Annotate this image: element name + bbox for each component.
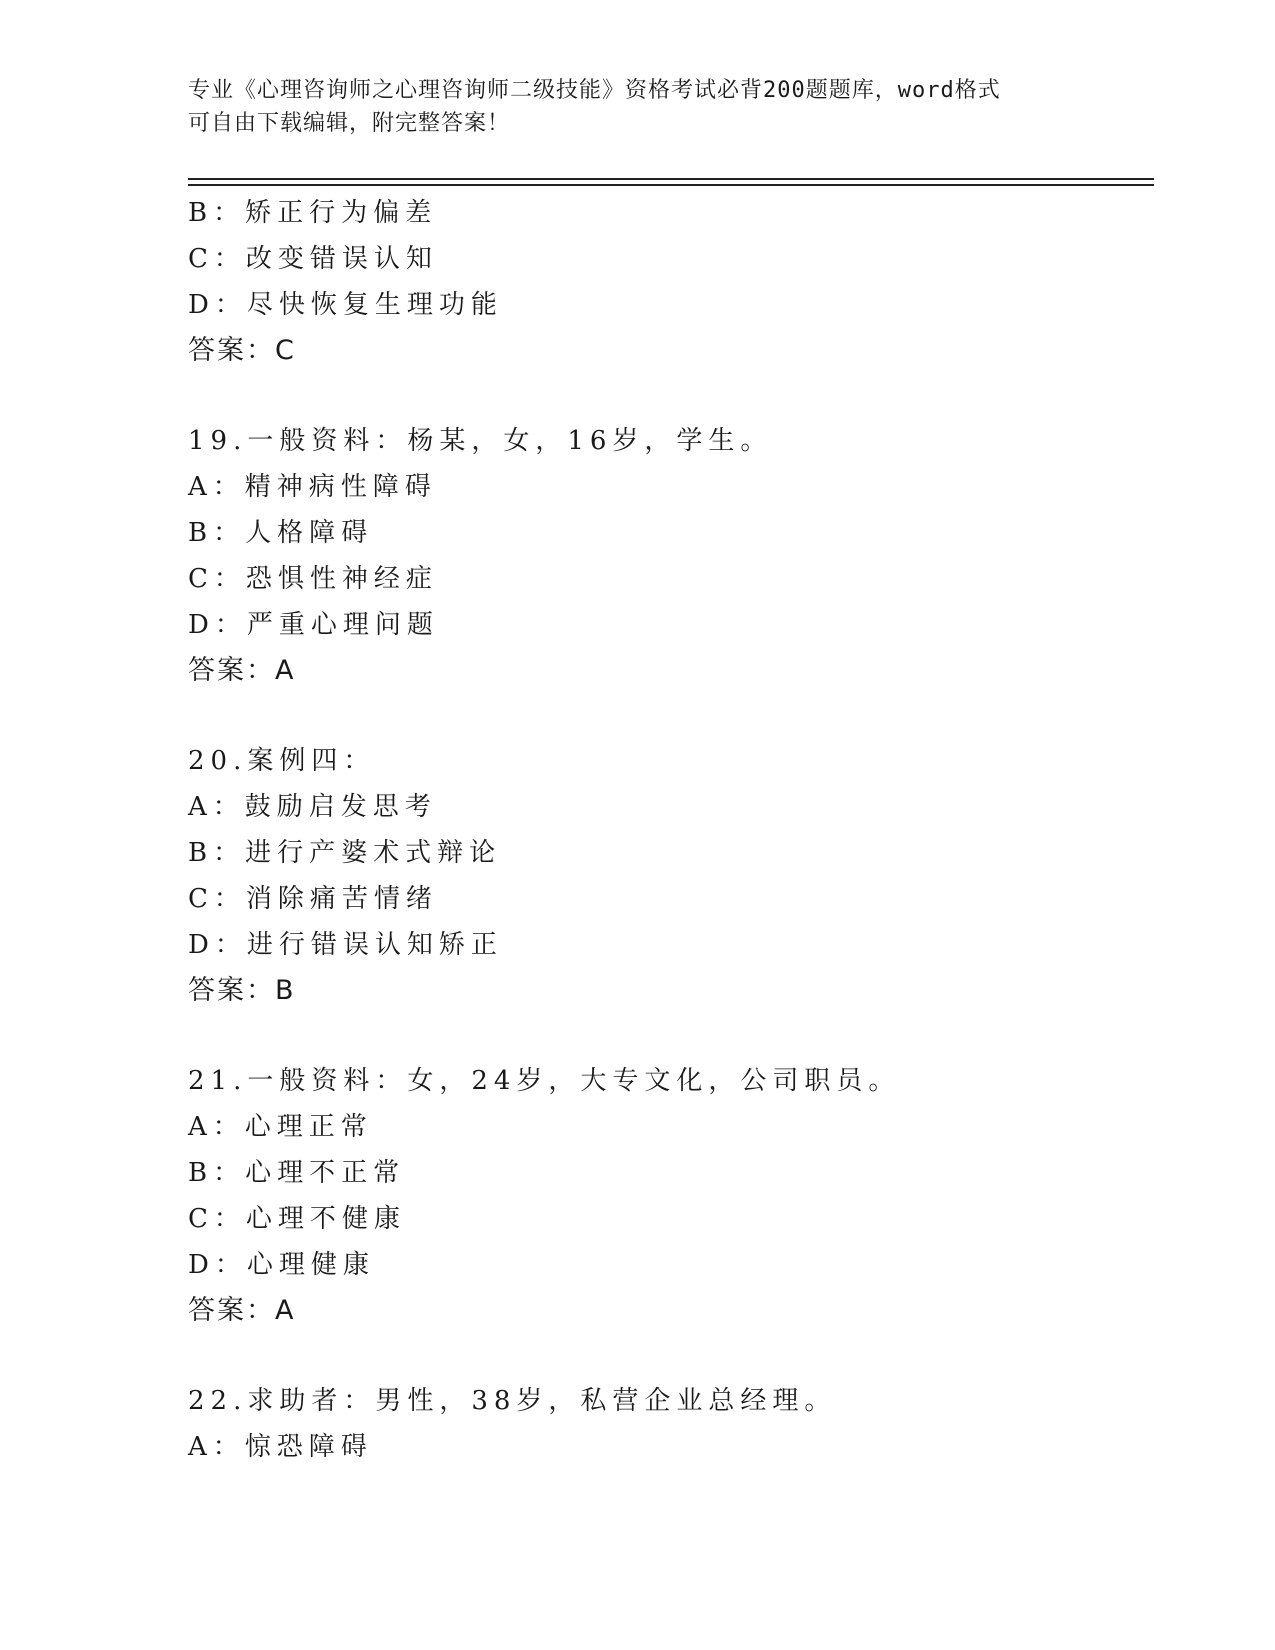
option-d: D：严重心理问题 [188, 610, 439, 640]
header-line-1: 专业《心理咨询师之心理咨询师二级技能》资格考试必背200题题库，word格式 [188, 78, 1001, 103]
option-a: A：鼓励启发思考 [188, 792, 437, 822]
spacer [188, 694, 1148, 738]
option-c: C：消除痛苦情绪 [188, 884, 438, 914]
question-stem: 19.一般资料：杨某，女，16岁，学生。 [188, 426, 773, 456]
question-block-continued [188, 190, 1148, 374]
answer-line: 答案：B [188, 975, 296, 1006]
option-c: C：改变错误认知 [188, 244, 438, 274]
answer-line: 答案：A [188, 1295, 296, 1326]
option-b: B：进行产婆术式辩论 [188, 838, 502, 868]
question-stem: 20.案例四： [188, 746, 376, 776]
question-19 [188, 418, 1148, 694]
document-header [188, 74, 1088, 140]
question-20 [188, 738, 1148, 1014]
spacer [188, 1334, 1148, 1378]
header-divider-bottom [188, 184, 1154, 186]
option-d: D：尽快恢复生理功能 [188, 290, 503, 320]
question-22 [188, 1378, 1148, 1470]
question-stem: 21.一般资料：女，24岁，大专文化，公司职员。 [188, 1066, 901, 1096]
option-b: B：心理不正常 [188, 1158, 406, 1188]
option-b: B：矫正行为偏差 [188, 198, 438, 228]
header-divider-top [188, 178, 1154, 180]
answer-line: 答案：C [188, 335, 296, 366]
option-a: A：精神病性障碍 [188, 472, 437, 502]
question-21 [188, 1058, 1148, 1334]
option-c: C：心理不健康 [188, 1204, 406, 1234]
header-line-2: 可自由下载编辑，附完整答案！ [188, 111, 511, 136]
spacer [188, 374, 1148, 418]
answer-line: 答案：A [188, 655, 296, 686]
option-a: A：心理正常 [188, 1112, 373, 1142]
option-a: A：惊恐障碍 [188, 1432, 373, 1462]
option-d: D：心理健康 [188, 1250, 375, 1280]
option-d: D：进行错误认知矫正 [188, 930, 503, 960]
question-stem: 22.求助者：男性，38岁，私营企业总经理。 [188, 1386, 837, 1416]
spacer [188, 1014, 1148, 1058]
option-b: B：人格障碍 [188, 518, 374, 548]
option-c: C：恐惧性神经症 [188, 564, 438, 594]
question-list [188, 190, 1148, 1470]
